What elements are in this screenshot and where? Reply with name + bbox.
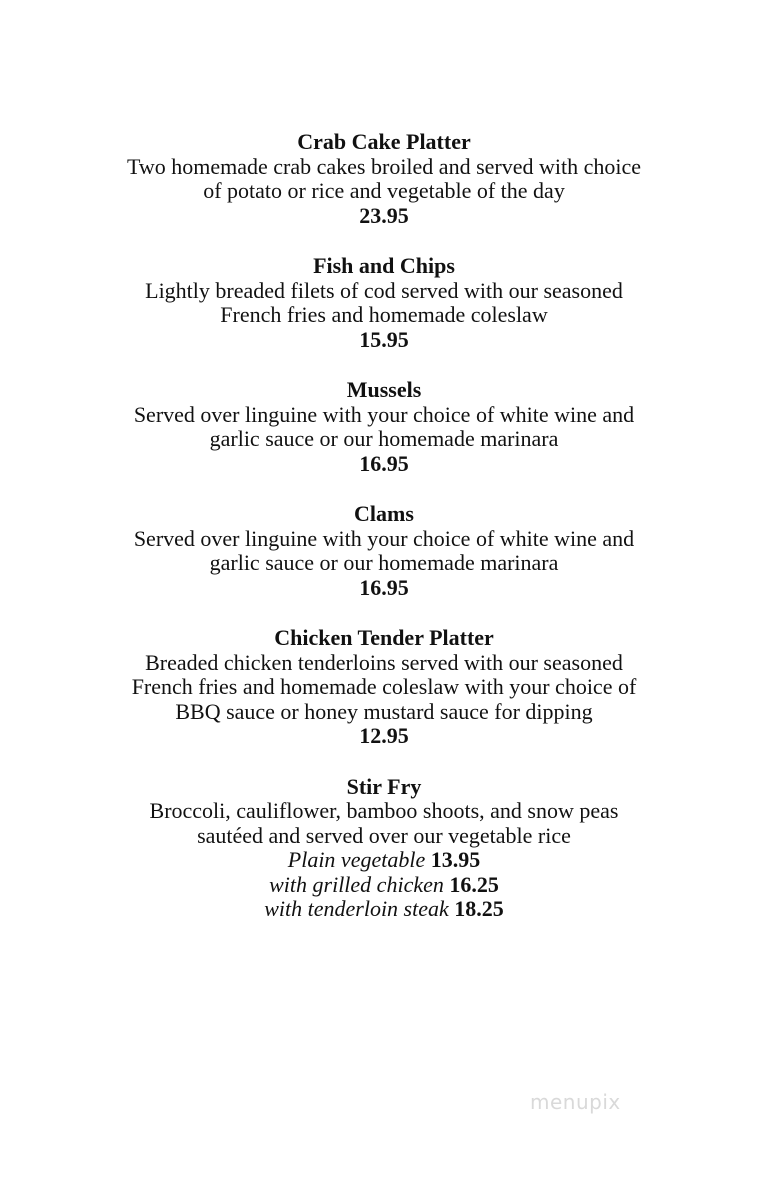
item-name: Fish and Chips bbox=[313, 253, 455, 278]
variant-price: 16.25 bbox=[449, 871, 499, 897]
menu-item-mussels bbox=[0, 378, 768, 476]
item-name: Chicken Tender Platter bbox=[274, 625, 494, 650]
item-price: 16.95 bbox=[359, 574, 409, 600]
item-price: 12.95 bbox=[359, 723, 409, 748]
item-description: Two homemade crab cakes broiled and served with choice of potato or rice and vegetable of the day bbox=[126, 153, 642, 203]
variant-label: with grilled chicken bbox=[269, 871, 444, 897]
item-variant bbox=[0, 897, 768, 922]
menu-item-fish-and-chips bbox=[0, 254, 768, 352]
item-description: Served over linguine with your choice of white wine and garlic sauce or our homemade marinara bbox=[133, 525, 635, 575]
item-variant bbox=[0, 848, 768, 873]
variant-label: Plain vegetable bbox=[287, 847, 426, 872]
menu-item-clams bbox=[0, 502, 768, 600]
variant-label: with tenderloin steak bbox=[264, 896, 449, 921]
item-name: Clams bbox=[354, 501, 414, 526]
menu-page bbox=[0, 130, 768, 948]
watermark-logo: menupix bbox=[530, 1090, 621, 1114]
item-description: Broccoli, cauliflower, bamboo shoots, and snow peas sautéed and served over our vegetable rice bbox=[149, 798, 619, 848]
variant-price: 18.25 bbox=[454, 896, 504, 921]
menu-item-stir-fry bbox=[0, 775, 768, 922]
item-price: 16.95 bbox=[359, 450, 409, 476]
menu-item-crab-cake-platter bbox=[0, 130, 768, 228]
variant-price: 13.95 bbox=[430, 847, 481, 872]
item-description: Breaded chicken tenderloins served with our seasoned French fries and homemade coleslaw with your choice of BBQ sauce or honey mustard sauce for dipping bbox=[131, 649, 637, 724]
item-name: Stir Fry bbox=[346, 773, 422, 799]
item-price: 23.95 bbox=[359, 202, 409, 228]
item-variant bbox=[0, 873, 768, 898]
item-price: 15.95 bbox=[359, 326, 409, 352]
item-description: Served over linguine with your choice of white wine and garlic sauce or our homemade marinara bbox=[133, 401, 635, 451]
item-name: Crab Cake Platter bbox=[297, 129, 471, 154]
item-name: Mussels bbox=[346, 377, 422, 402]
item-description: Lightly breaded filets of cod served with our seasoned French fries and homemade coleslaw bbox=[145, 277, 623, 327]
menu-item-chicken-tender-platter bbox=[0, 626, 768, 749]
